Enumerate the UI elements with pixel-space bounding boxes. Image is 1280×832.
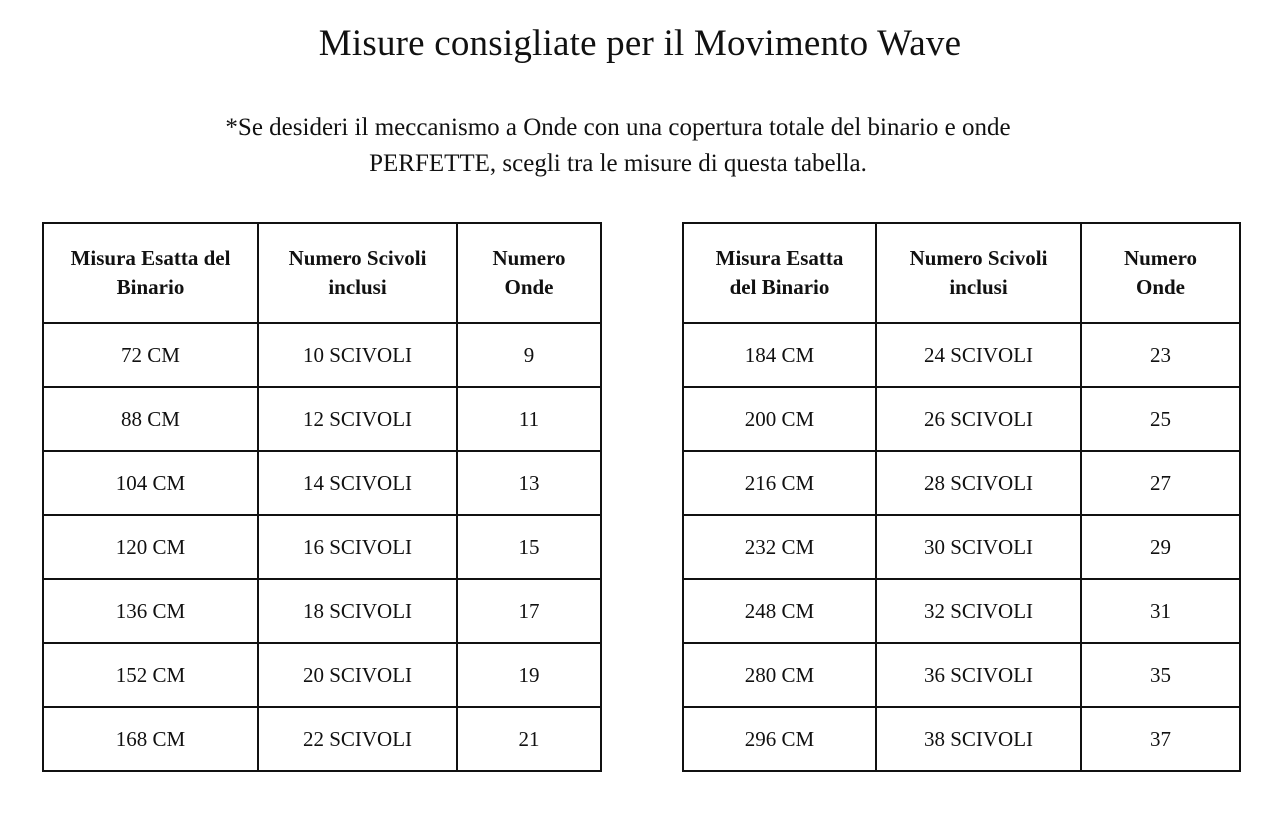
- header-misura: Misura Esatta del Binario: [43, 223, 258, 323]
- cell-onde: 23: [1081, 323, 1240, 387]
- cell-misura: 280 CM: [683, 643, 876, 707]
- cell-misura: 296 CM: [683, 707, 876, 771]
- table-row: [683, 643, 1240, 707]
- cell-scivoli: 10 SCIVOLI: [258, 323, 457, 387]
- table-row: [683, 579, 1240, 643]
- cell-scivoli: 26 SCIVOLI: [876, 387, 1081, 451]
- cell-onde: 15: [457, 515, 601, 579]
- table-row: [43, 579, 601, 643]
- table-body: [43, 323, 601, 771]
- cell-onde: 17: [457, 579, 601, 643]
- cell-scivoli: 20 SCIVOLI: [258, 643, 457, 707]
- size-table-right: [682, 222, 1241, 772]
- table-row: [43, 451, 601, 515]
- table-header-row: [43, 223, 601, 323]
- table-row: [43, 387, 601, 451]
- cell-onde: 9: [457, 323, 601, 387]
- header-onde: Numero Onde: [457, 223, 601, 323]
- table-row: [683, 323, 1240, 387]
- header-scivoli: Numero Scivoli inclusi: [876, 223, 1081, 323]
- cell-onde: 25: [1081, 387, 1240, 451]
- cell-misura: 104 CM: [43, 451, 258, 515]
- cell-onde: 29: [1081, 515, 1240, 579]
- table-row: [43, 643, 601, 707]
- cell-onde: 13: [457, 451, 601, 515]
- cell-misura: 72 CM: [43, 323, 258, 387]
- table-row: [683, 387, 1240, 451]
- header-onde: Numero Onde: [1081, 223, 1240, 323]
- cell-scivoli: 14 SCIVOLI: [258, 451, 457, 515]
- cell-onde: 37: [1081, 707, 1240, 771]
- cell-misura: 136 CM: [43, 579, 258, 643]
- cell-onde: 27: [1081, 451, 1240, 515]
- cell-misura: 152 CM: [43, 643, 258, 707]
- cell-onde: 31: [1081, 579, 1240, 643]
- cell-misura: 232 CM: [683, 515, 876, 579]
- table-header-row: [683, 223, 1240, 323]
- size-table-left: [42, 222, 602, 772]
- header-scivoli: Numero Scivoli inclusi: [258, 223, 457, 323]
- note-line-1: *Se desideri il meccanismo a Onde con una copertura totale del binario e onde: [225, 114, 1011, 141]
- table-row: [683, 707, 1240, 771]
- table-body: [683, 323, 1240, 771]
- cell-misura: 184 CM: [683, 323, 876, 387]
- cell-onde: 35: [1081, 643, 1240, 707]
- cell-misura: 200 CM: [683, 387, 876, 451]
- cell-misura: 216 CM: [683, 451, 876, 515]
- cell-misura: 248 CM: [683, 579, 876, 643]
- cell-scivoli: 28 SCIVOLI: [876, 451, 1081, 515]
- cell-scivoli: 30 SCIVOLI: [876, 515, 1081, 579]
- cell-onde: 21: [457, 707, 601, 771]
- cell-onde: 19: [457, 643, 601, 707]
- table-row: [683, 451, 1240, 515]
- cell-scivoli: 38 SCIVOLI: [876, 707, 1081, 771]
- cell-scivoli: 18 SCIVOLI: [258, 579, 457, 643]
- table-row: [43, 515, 601, 579]
- cell-scivoli: 36 SCIVOLI: [876, 643, 1081, 707]
- cell-misura: 168 CM: [43, 707, 258, 771]
- cell-misura: 120 CM: [43, 515, 258, 579]
- header-misura: Misura Esatta del Binario: [683, 223, 876, 323]
- note-line-2: PERFETTE, scegli tra le misure di questa tabella.: [369, 150, 867, 177]
- table-row: [43, 323, 601, 387]
- cell-onde: 11: [457, 387, 601, 451]
- cell-misura: 88 CM: [43, 387, 258, 451]
- cell-scivoli: 24 SCIVOLI: [876, 323, 1081, 387]
- table-row: [683, 515, 1240, 579]
- table-row: [43, 707, 601, 771]
- cell-scivoli: 12 SCIVOLI: [258, 387, 457, 451]
- cell-scivoli: 16 SCIVOLI: [258, 515, 457, 579]
- page-title: Misure consigliate per il Movimento Wave: [318, 23, 962, 64]
- cell-scivoli: 32 SCIVOLI: [876, 579, 1081, 643]
- cell-scivoli: 22 SCIVOLI: [258, 707, 457, 771]
